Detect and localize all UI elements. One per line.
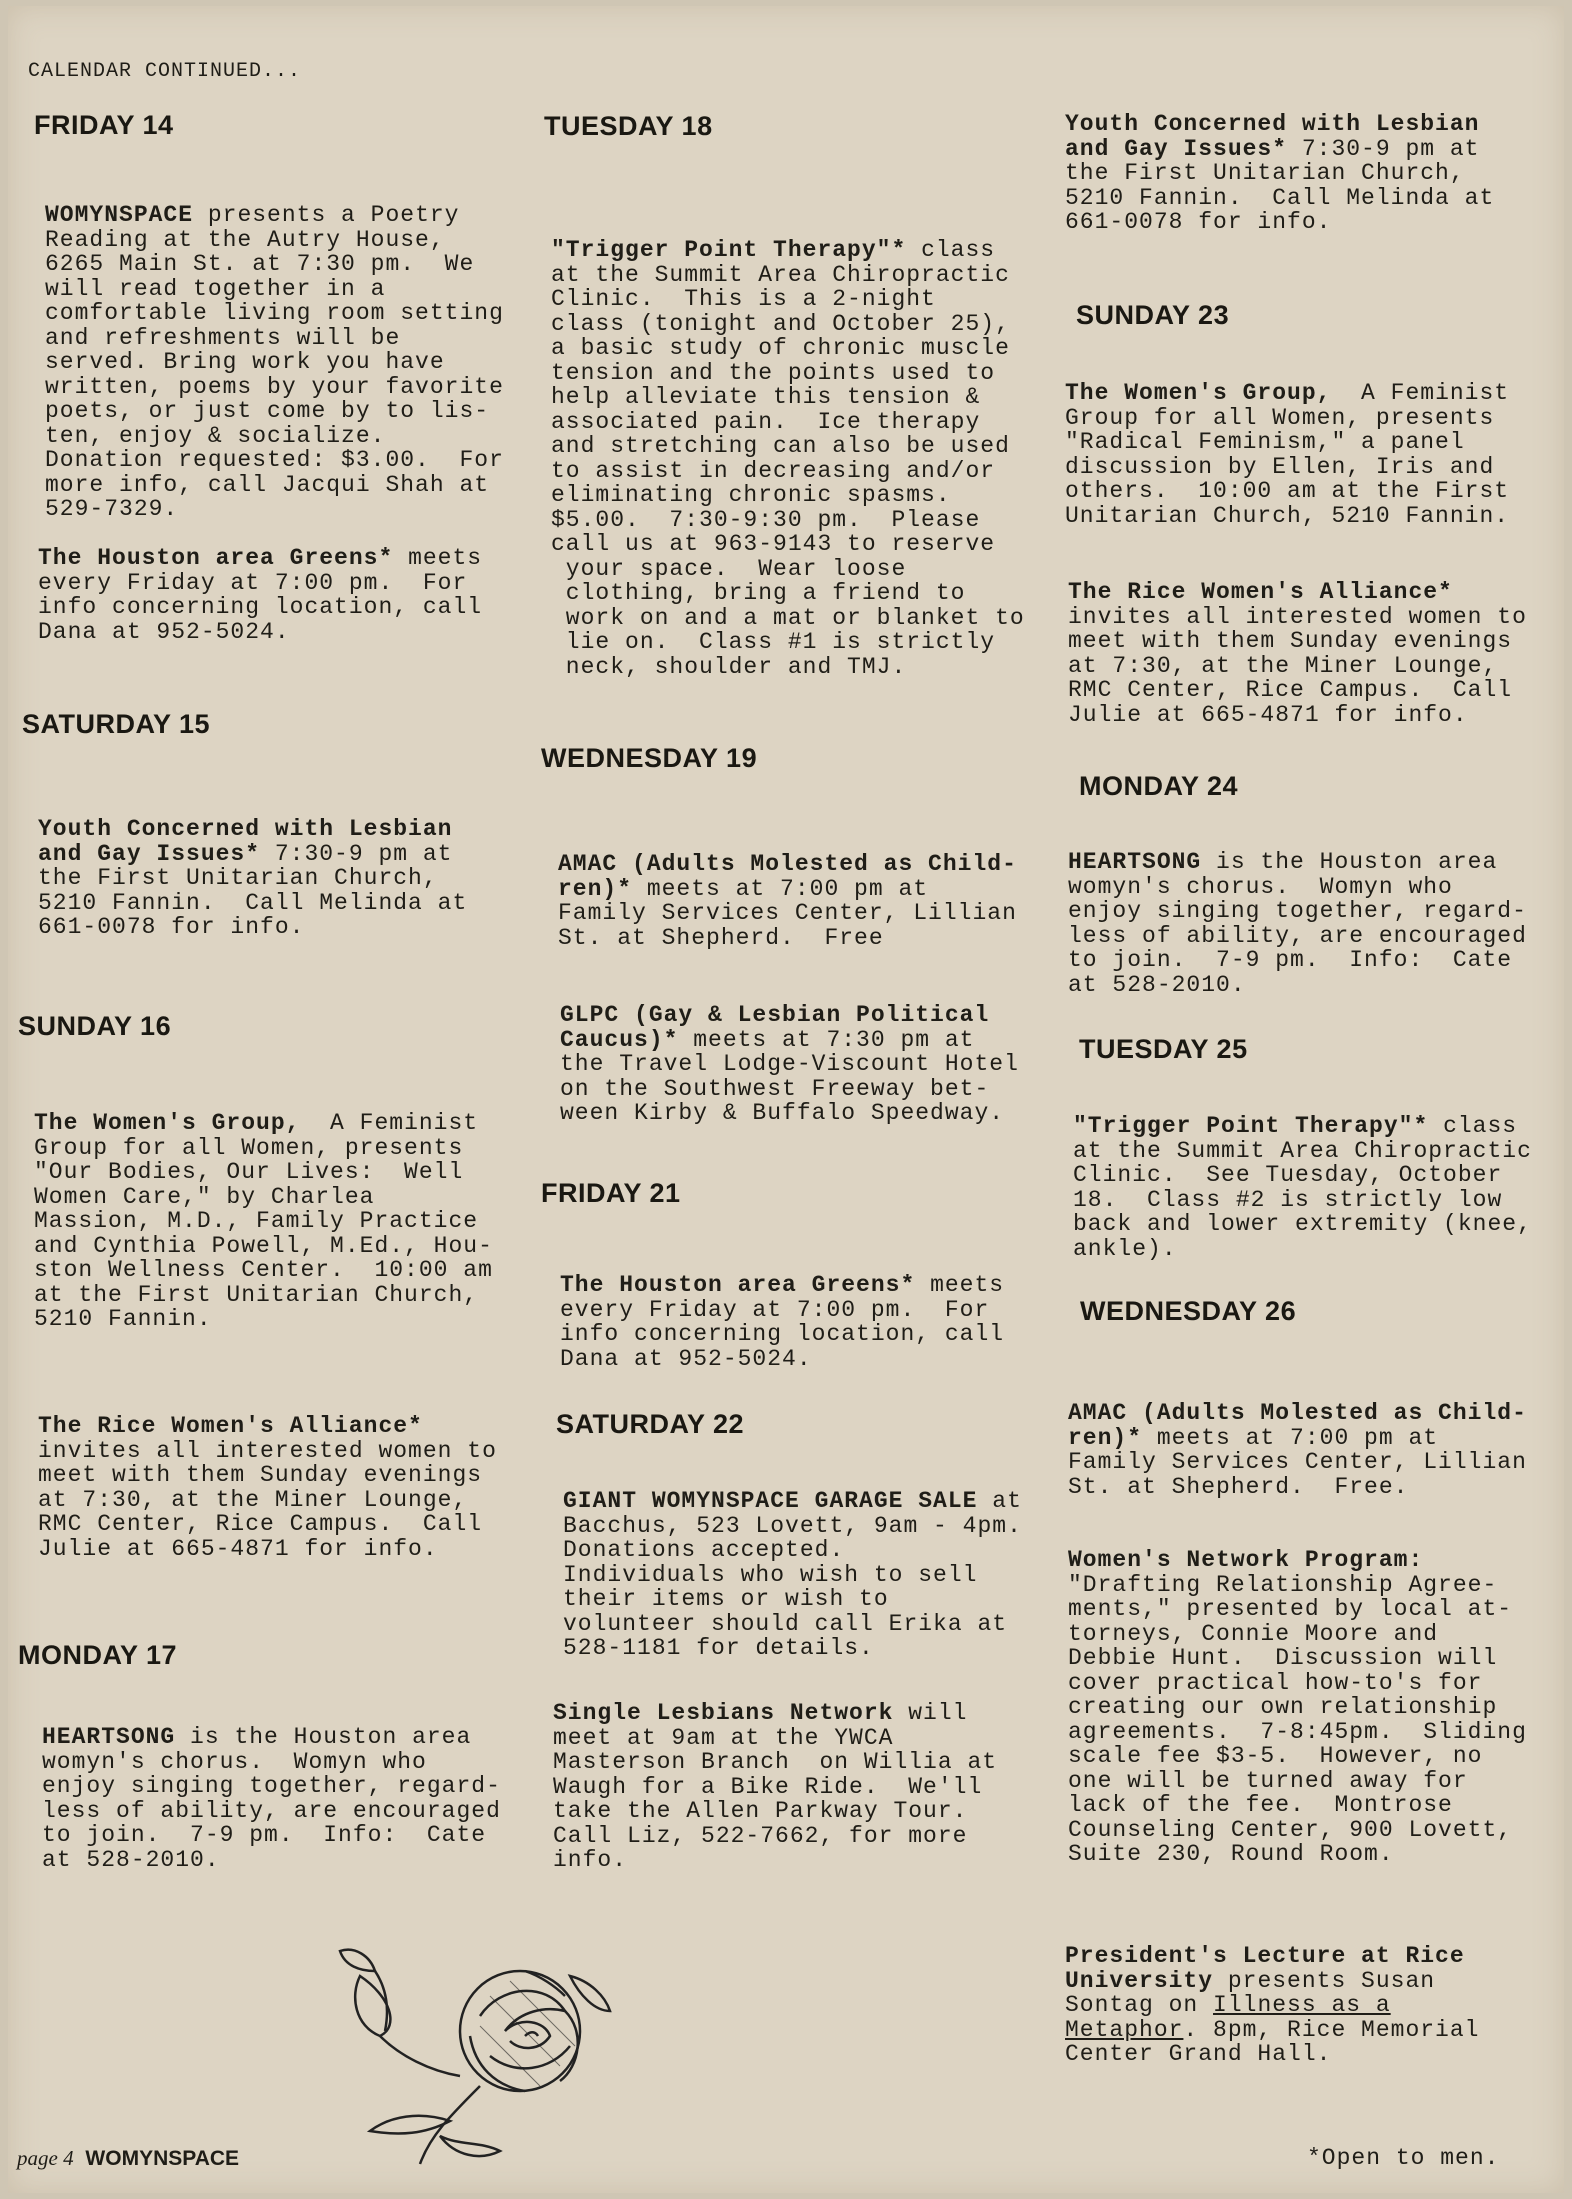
- event-text: meets at 7:00 pm at Family Services Center, Lillian St. at Shepherd. Free: [558, 875, 1017, 951]
- event-trigger-point-therapy: [1073, 1114, 1532, 1261]
- event-houston-greens: [560, 1273, 1004, 1371]
- event-single-lesbians-network: [553, 1701, 997, 1873]
- page-number: page 4: [17, 2146, 74, 2170]
- event-title: GLPC (Gay & Lesbian Political Caucus)*: [560, 1002, 990, 1053]
- event-title: The Women's Group,: [34, 1110, 301, 1136]
- event-text: invites all interested women to meet with them Sunday evenings at 7:30, at the Miner Lounge, RMC Center, Rice Campus. Call Julie at 665-4871 for info.: [38, 1437, 497, 1562]
- event-text: meets at 7:00 pm at Family Services Center, Lillian St. at Shepherd. Free.: [1068, 1424, 1527, 1500]
- heading-monday-24: MONDAY 24: [1079, 771, 1239, 801]
- rose-illustration: [330, 1936, 630, 2166]
- event-text: presents Susan Sontag on: [1065, 1967, 1436, 2018]
- event-title-underlined: Illness as a Metaphor: [1065, 1992, 1391, 2043]
- event-title: The Rice Women's Alliance*: [38, 1413, 423, 1439]
- event-amac: [1068, 1401, 1527, 1499]
- event-title: President's Lecture at Rice University: [1065, 1943, 1465, 1994]
- event-title: GIANT WOMYNSPACE GARAGE SALE: [563, 1488, 978, 1514]
- event-youth-concerned: [1065, 112, 1494, 235]
- event-poetry-reading: [45, 203, 504, 522]
- event-title: AMAC (Adults Molested as Child- ren)*: [558, 851, 1017, 902]
- event-rice-womens-alliance: [1068, 580, 1527, 727]
- event-houston-greens: [38, 546, 482, 644]
- event-text: 7:30-9 pm at the First Unitarian Church, 5210 Fannin. Call Melinda at 661-0078 for info.: [1065, 135, 1495, 235]
- event-text: "Drafting Relationship Agree- ments," presented by local at- torneys, Connie Moore and Debbie Hunt. Discussion will cover practical how-to's for creating our own relationship agreements. 7-8:45pm. Sliding scale fee $3-5. However, no one will be turned away for lack of the fee. Montrose Counseling Center, 900 Lovett, Suite 230, Round Room.: [1068, 1571, 1527, 1867]
- event-title: Youth Concerned with Lesbian and Gay Issues*: [1065, 111, 1480, 162]
- event-title: The Houston area Greens*: [560, 1272, 916, 1298]
- heading-sunday-16: SUNDAY 16: [18, 1011, 172, 1041]
- event-text: . 8pm, Rice Memorial Center Grand Hall.: [1065, 2016, 1480, 2067]
- event-presidents-lecture: [1065, 1944, 1479, 2067]
- heading-friday-21: FRIDAY 21: [541, 1178, 681, 1208]
- calendar-continued-header: CALENDAR CONTINUED...: [28, 60, 302, 83]
- heading-wednesday-26: WEDNESDAY 26: [1080, 1296, 1297, 1326]
- event-womens-group: [34, 1111, 493, 1332]
- event-text: is the Houston area womyn's chorus. Womyn who enjoy singing together, regard- less of ability, are encouraged to join. 7-9 pm. Info: Cate at 528-2010.: [1068, 849, 1527, 998]
- event-title: HEARTSONG: [1068, 849, 1202, 875]
- event-title: The Women's Group,: [1065, 380, 1332, 406]
- event-heartsong: [42, 1725, 501, 1872]
- event-womens-network-program: [1068, 1548, 1527, 1867]
- event-title: HEARTSONG: [42, 1724, 176, 1750]
- event-title: Single Lesbians Network: [553, 1700, 894, 1726]
- event-glpc: [560, 1003, 1019, 1126]
- event-amac: [558, 852, 1017, 950]
- event-heartsong: [1068, 850, 1527, 997]
- event-title: "Trigger Point Therapy"*: [551, 237, 907, 263]
- event-trigger-point-therapy: [551, 238, 1025, 679]
- event-text: A Feminist Group for all Women, presents "Our Bodies, Our Lives: Well Women Care," by Charlea Massion, M.D., Family Practice and Cynthia Powell, M.Ed., Hou- ston Wellness Center. 10:00 am at the First Unitarian Church, 5210 Fannin.: [34, 1110, 493, 1332]
- footnote: *Open to men.: [1307, 2145, 1500, 2171]
- heading-sunday-23: SUNDAY 23: [1076, 300, 1230, 330]
- event-text: invites all interested women to meet with them Sunday evenings at 7:30, at the Miner Lounge, RMC Center, Rice Campus. Call Julie at 665-4871 for info.: [1068, 603, 1527, 728]
- event-text: is the Houston area womyn's chorus. Womyn who enjoy singing together, regard- less of ability, are encouraged to join. 7-9 pm. Info: Cate at 528-2010.: [42, 1724, 501, 1873]
- event-title: The Rice Women's Alliance*: [1068, 579, 1453, 605]
- event-text: class at the Summit Area Chiropractic Clinic. This is a 2-night class (tonight and October 25), a basic study of chronic muscle tension and the points used to help alleviate this tension & associated pain. Ice therapy and stretching can also be used to assist in decreasing and/or eliminating chronic spasms. $5.00. 7:30-9:30 pm. Please call us at 963-9143 to reserve your space. Wear loose clothing, bring a friend to work on and a mat or blanket to lie on. Class #1 is strictly neck, shoulder and TMJ.: [551, 237, 1025, 680]
- event-title: Women's Network Program:: [1068, 1547, 1424, 1573]
- publication-name: WOMYNSPACE: [85, 2147, 240, 2170]
- event-title: The Houston area Greens*: [38, 545, 394, 571]
- event-text: at Bacchus, 523 Lovett, 9am - 4pm. Donations accepted. Individuals who wish to sell their items or wish to volunteer should call Erika at 528-1181 for details.: [563, 1488, 1022, 1661]
- event-youth-concerned: [38, 817, 467, 940]
- heading-tuesday-25: TUESDAY 25: [1079, 1034, 1248, 1064]
- event-title: WOMYNSPACE: [45, 202, 194, 228]
- event-title: Youth Concerned with Lesbian and Gay Issues*: [38, 816, 453, 867]
- event-garage-sale: [563, 1489, 1022, 1661]
- event-text: 7:30-9 pm at the First Unitarian Church, 5210 Fannin. Call Melinda at 661-0078 for info.: [38, 840, 468, 940]
- event-title: AMAC (Adults Molested as Child- ren)*: [1068, 1400, 1527, 1451]
- heading-friday-14: FRIDAY 14: [34, 110, 174, 140]
- event-rice-womens-alliance: [38, 1414, 497, 1561]
- newsletter-page: [8, 6, 1564, 2193]
- event-text: will meet at 9am at the YWCA Masterson Branch on Willia at Waugh for a Bike Ride. We'll take the Allen Parkway Tour. Call Liz, 522-7662, for more info.: [553, 1700, 998, 1873]
- heading-saturday-22: SATURDAY 22: [556, 1409, 745, 1439]
- event-title: "Trigger Point Therapy"*: [1073, 1113, 1429, 1139]
- event-text: meets every Friday at 7:00 pm. For info concerning location, call Dana at 952-5024.: [560, 1272, 1005, 1372]
- event-text: A Feminist Group for all Women, presents "Radical Feminism," a panel discussion by Ellen, Iris and others. 10:00 am at the First Unitarian Church, 5210 Fannin.: [1065, 380, 1510, 529]
- heading-monday-17: MONDAY 17: [18, 1640, 178, 1670]
- heading-tuesday-18: TUESDAY 18: [544, 111, 713, 141]
- event-womens-group: [1065, 381, 1509, 528]
- event-text: presents a Poetry Reading at the Autry House, 6265 Main St. at 7:30 pm. We will read together in a comfortable living room setting and refreshments will be served. Bring work you have written, poems by your favorite poets, or just come by to lis- ten, enjoy & socialize. Donation requested: $3.00. For more info, call Jacqui Shah at 529-7329.: [45, 202, 504, 522]
- event-text: meets at 7:30 pm at the Travel Lodge-Viscount Hotel on the Southwest Freeway bet- ween Kirby & Buffalo Speedway.: [560, 1026, 1019, 1126]
- event-text: meets every Friday at 7:00 pm. For info concerning location, call Dana at 952-5024.: [38, 545, 483, 645]
- event-text: class at the Summit Area Chiropractic Clinic. See Tuesday, October 18. Class #2 is strictly low back and lower extremity (knee, ankle).: [1073, 1113, 1532, 1262]
- heading-saturday-15: SATURDAY 15: [22, 709, 211, 739]
- heading-wednesday-19: WEDNESDAY 19: [541, 743, 758, 773]
